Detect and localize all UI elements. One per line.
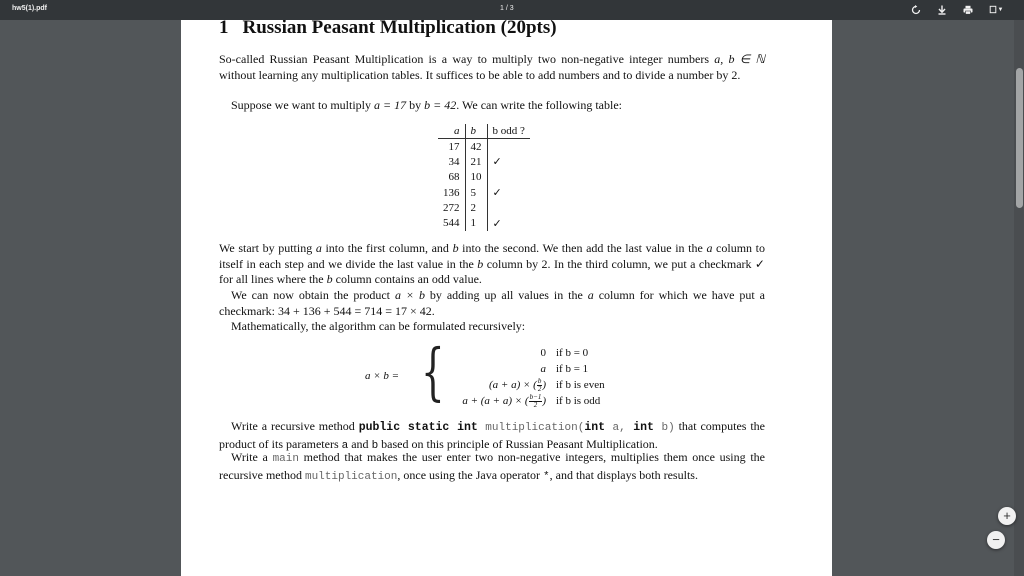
write2-text-3: , once using the Java operator <box>397 467 544 482</box>
start-math-b3: b <box>326 272 333 287</box>
scrollbar[interactable] <box>1014 20 1024 576</box>
peasant-table <box>438 124 530 231</box>
suppose-paragraph <box>219 98 765 114</box>
cell-a: 34 <box>438 154 465 169</box>
case-4-post: ) <box>542 395 546 408</box>
table-row <box>438 200 530 215</box>
header-a: a <box>438 124 465 139</box>
obtain-math-a: a <box>587 288 594 302</box>
case-4-frac <box>529 394 543 409</box>
start-math-b: b <box>452 241 459 255</box>
cell-b: 42 <box>465 139 487 155</box>
start-math-a: a <box>315 241 322 255</box>
cell-odd: ✓ <box>492 217 502 230</box>
start-text-6: column contains an odd value. <box>332 272 482 287</box>
write-main-paragraph <box>219 450 765 485</box>
start-text-4: column to itself in each step and we divide the last value in the <box>219 241 766 271</box>
case-3-pre: (a + a) × ( <box>488 379 537 392</box>
cell-a: 272 <box>438 200 465 215</box>
table-row <box>438 215 530 230</box>
zoom-out-button[interactable]: − <box>987 531 1005 549</box>
cell-odd: ✓ <box>492 187 502 200</box>
cell-odd <box>487 139 530 155</box>
header-b: b <box>465 124 487 139</box>
write2-text-2: method that makes the user enter two non-negative integers, multiplies them once using the recursive method <box>219 450 765 482</box>
obtain-math: a × b <box>394 288 425 302</box>
pdf-toolbar <box>0 0 1024 20</box>
section-title: Russian Peasant Multiplication (20pts) <box>242 20 557 38</box>
write1-code-a: a, <box>605 422 634 434</box>
more-icon[interactable] <box>988 3 1004 16</box>
write1-param-b: b <box>371 439 379 452</box>
table-row <box>438 185 530 200</box>
start-text-1: We start by putting <box>219 241 316 255</box>
case-2-cond: if b = 1 <box>556 363 589 375</box>
intro-paragraph <box>219 52 765 83</box>
page-indicator: 1 / 3 <box>500 5 514 12</box>
write1-code-name: multiplication( <box>477 422 585 434</box>
formula-brace: { <box>421 335 445 408</box>
cell-b: 1 <box>465 215 487 230</box>
obtain-text-1: We can now obtain the product <box>231 288 395 302</box>
write2-text-4: , and that displays both results. <box>549 467 698 482</box>
cell-a: 136 <box>438 185 465 200</box>
case-3-expr <box>489 378 546 393</box>
case-4-num: b−1 <box>529 393 542 401</box>
print-icon[interactable] <box>962 3 974 16</box>
write-method-paragraph <box>219 419 765 454</box>
case-1-cond: if b = 0 <box>556 347 589 359</box>
cell-b: 5 <box>465 185 487 200</box>
recursive-formula <box>181 335 832 413</box>
obtain-sum: 34 + 136 + 544 = 714 = 17 × 42. <box>277 303 435 318</box>
write2-code-star: * <box>543 470 550 483</box>
chevron-down-icon: ▼ <box>997 6 1004 13</box>
write1-code-int1: int <box>584 421 606 434</box>
write1-text-3: based on this principle of Russian Peasant Multiplication. <box>378 436 658 451</box>
formula-lhs: a × b = <box>365 370 400 382</box>
cell-b: 2 <box>465 200 487 215</box>
table-row <box>438 139 530 155</box>
intro-text-1: So-called Russian Peasant Multiplication is a way to multiply two non-negative integer numbers <box>219 52 715 66</box>
write1-param-a: a <box>341 439 349 452</box>
start-math-a2: a <box>706 241 713 255</box>
pdf-page <box>181 20 832 576</box>
table-header-row <box>438 124 530 139</box>
write1-text-1: Write a recursive method <box>231 419 359 433</box>
intro-math: a, b ∈ ℕ <box>714 52 766 66</box>
toolbar-actions <box>910 3 1004 16</box>
write2-code-main: main <box>272 453 299 465</box>
case-3-num: b <box>537 377 542 385</box>
cell-a: 68 <box>438 170 465 185</box>
cell-odd <box>487 200 530 215</box>
math-intro: Mathematically, the algorithm can be formulated recursively: <box>231 319 526 333</box>
case-3-den: 2 <box>537 385 542 393</box>
start-text-2: into the first column, and <box>321 241 453 255</box>
zoom-in-button[interactable]: + <box>998 507 1016 525</box>
obtain-text-3: column for which we have put a checkmark: <box>219 288 765 318</box>
scrollbar-thumb[interactable] <box>1016 68 1023 208</box>
section-heading <box>219 20 557 39</box>
suppose-math-b: b = 42 <box>424 98 457 112</box>
download-icon[interactable] <box>936 3 948 16</box>
start-text-5: column by 2. In the third column, we put a checkmark ✓ for all lines where the <box>219 256 765 287</box>
intro-text-2: without learning any multiplication tables. It suffices to be able to add numbers and to divide a number by 2. <box>219 67 741 82</box>
cell-a: 17 <box>438 139 465 155</box>
start-paragraph <box>219 241 765 288</box>
case-4-expr <box>462 394 546 409</box>
case-4-den: 2 <box>533 401 538 409</box>
write1-text-2: that computes the product of its parameters <box>219 419 765 451</box>
case-3-post: ) <box>542 379 546 392</box>
start-math-b2: b <box>477 256 484 271</box>
suppose-math-a: a = 17 <box>374 98 407 112</box>
suppose-text-2: . We can write the following table: <box>456 98 622 112</box>
case-1-expr: 0 <box>540 347 546 359</box>
table-row <box>438 170 530 185</box>
suppose-by: by <box>406 98 425 112</box>
table-row <box>438 154 530 169</box>
case-4-pre: a + (a + a) × ( <box>462 395 529 408</box>
obtain-text-2: by adding up all values in the <box>424 288 588 302</box>
start-text-3: into the second. We then add the last value in the <box>458 241 707 255</box>
cell-odd <box>487 170 530 185</box>
case-2-expr: a <box>540 363 546 375</box>
write1-code-b: b) <box>653 422 675 434</box>
case-3-cond: if b is even <box>556 379 605 391</box>
cell-b: 21 <box>465 154 487 169</box>
cell-odd: ✓ <box>492 156 502 169</box>
write1-code-keywords: public static int <box>358 421 478 434</box>
write2-code-mult: multiplication <box>304 470 398 483</box>
rotate-icon[interactable] <box>910 3 922 16</box>
case-4-cond: if b is odd <box>556 395 601 407</box>
cell-a: 544 <box>438 215 465 230</box>
section-number: 1 <box>219 20 229 38</box>
write1-code-int2: int <box>633 421 654 434</box>
cell-b: 10 <box>465 170 487 185</box>
header-odd: b odd ? <box>487 124 530 139</box>
suppose-text-1: Suppose we want to multiply <box>231 98 374 112</box>
file-name: hw5(1).pdf <box>12 5 47 12</box>
write1-and: and <box>348 436 372 451</box>
obtain-paragraph <box>219 288 765 319</box>
write2-text-1: Write a <box>231 450 273 464</box>
